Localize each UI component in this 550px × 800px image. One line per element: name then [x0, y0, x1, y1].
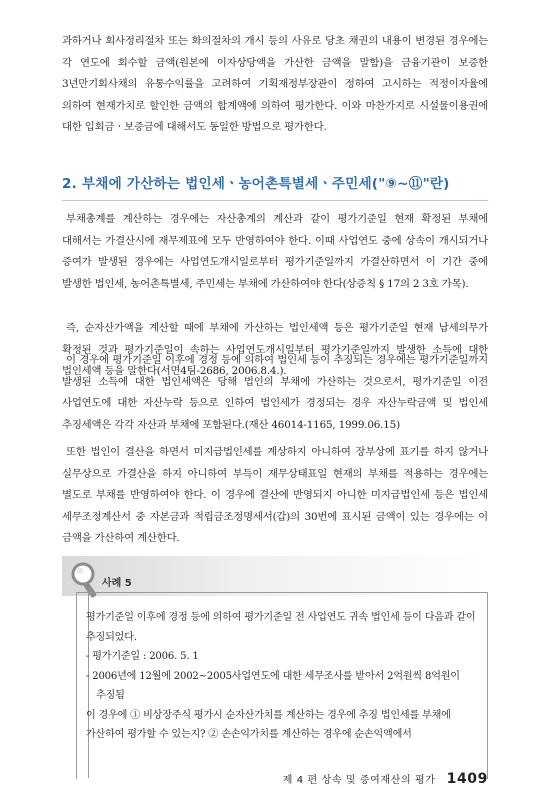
page-number: 1409 [446, 771, 488, 787]
example-item: - 2006년에 12월에 2002~2005사업연도에 대한 세무조사를 받아서 2억원씩 8억원이 추징됨 [86, 670, 460, 701]
paragraph-1: 과하거나 회사정리절차 또는 화의절차의 개시 등의 사유로 당초 채권의 내용이 변경된 경우에는 각 연도에 회수할 금액(원본에 이자상당액을 가산한 금액을 말함)을 금융기관이 보증한 3년만기회사채의 유통수익률을 고려하여 기획재정부장관이 정하여 고시하는 적정이자율에 의하여 현재가치로 할인한 금액의 합계액에 의하여 평가한다. 이와 마찬가지로 시설물이용권에 대한 입회금ㆍ보증금에 대해서도 동일한 방법으로 평가한다. [62, 35, 488, 134]
paragraph-2: 부채총계를 계산하는 경우에는 자산총계의 계산과 같이 평가기준일 현재 확정된 부채에 대해서는 가결산시에 재무제표에 모두 반영하여야 한다. 이때 사업연도 중에 상속이 개시되거나 증여가 발생된 경우에는 사업연도개시일로부터 평가기준일까지 가결산하면서 이 기간 중에 발생한 법인세, 농어촌특별세, 주민세는 부채에 가산하여야 한다(상증칙 § 17의 2 3호 가목). [62, 213, 488, 290]
paragraph-4: 이 경우에 평가기준일 이후에 경정 등에 의하여 법인세 등이 추징되는 경우에는 평가기준일까지 발생된 소득에 대한 법인세액은 당해 법인의 부채에 가산하는 것으로서, 평가기준일 이전 사업연도에 대한 자산누락 등으로 인하여 법인세가 경정되는 경우 자산누락금액 및 법인세 추징세액은 각각 자산과 부채에 포함된다.(재산 46014-1165, 1999.06.15) [62, 354, 488, 431]
example-question: 이 경우에 ① 비상장주식 평가시 순자산가치를 계산하는 경우에 추징 법인세를 부채에 가산하여 평가할 수 있는지? ② 손손익가치를 계산하는 경우에 순손익액에서 [86, 709, 451, 740]
example-intro: 평가기준일 이후에 경정 등에 의하여 평가기준일 전 사업연도 귀속 법인세 등이 다음과 같이 추징되었다. [86, 612, 476, 643]
footer-chapter: 제 4 편 상속 및 증여재산의 평가 [282, 775, 436, 786]
paragraph-5: 또한 법인이 결산을 하면서 미지급법인세를 계상하지 아니하여 장부상에 표기를 하지 않거나 실무상으로 가결산을 하지 아니하여 부득이 재무상태표일 현재의 부채를 적용하는 경우에는 별도로 부채를 반영하여야 한다. 이 경우에 결산에 반영되지 아니한 미지급법인세 등은 법인세 세무조정계산서 중 자본금과 적립금조정명세서(갑)의 30번에 표시된 금액이 있는 경우에는 이 금액을 가산하여 계산한다. [62, 446, 488, 545]
example-item: - 평가기준일 : 2006. 5. 1 [86, 651, 199, 662]
example-content [86, 608, 480, 745]
paragraph-3: 즉, 순자산가액을 계산할 때에 부채에 가산하는 법인세액 등은 평가기준일 현재 납세의무가 확정된 것과 평가기준일이 속하는 사업연도개시일부터 평가기준일까지 발생한 소득에 대한 법인세액 등을 말한다(서면4팀-2686, 2006.8.4.). [62, 322, 488, 378]
section-title-rule [62, 200, 488, 201]
example-box [62, 556, 488, 778]
example-label: 사례 5 [102, 578, 132, 589]
page-footer [0, 768, 488, 787]
section-title: 2. 부채에 가산하는 법인세ㆍ농어촌특별세ㆍ주민세("⑨~⑪"란) [62, 176, 450, 192]
